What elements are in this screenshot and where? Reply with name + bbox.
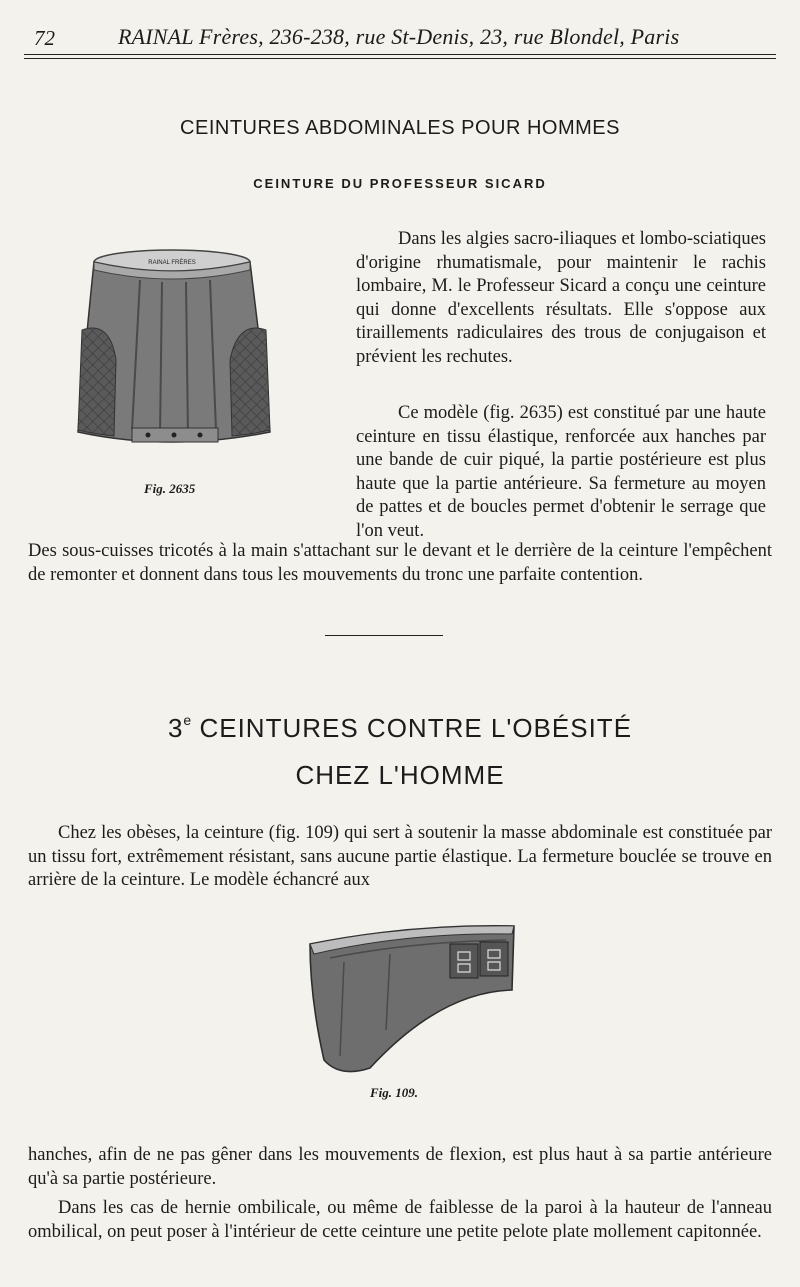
section-title: CEINTURES ABDOMINALES POUR HOMMES (180, 117, 620, 139)
section-subtitle: CEINTURE DU PROFESSEUR SICARD (253, 176, 547, 191)
obesity-title-line-1: CEINTURES CONTRE L'OBÉSITÉ (199, 713, 633, 743)
figure-2635-caption: Fig. 2635 (144, 481, 196, 496)
header-rule (24, 54, 776, 55)
obesity-section-title (0, 712, 800, 744)
section-number: 3 (167, 713, 184, 743)
figure-109-belt (300, 918, 530, 1078)
sicard-paragraph-3: Des sous-cuisses tricotés à la main s'attachant sur le devant et le derrière de la ceinture l'empêchent de remonter et donnent dans tous les mouvements du tronc une parfaite contention. (28, 541, 772, 585)
figure-2635-belt (70, 240, 280, 460)
section-divider (325, 635, 443, 636)
obesity-paragraph-1: Chez les obèses, la ceinture (fig. 109) qui sert à soutenir la masse abdominale est constituée par un tissu fort, extrêmement résistant, sans aucune partie élastique. La fermeture bouclée se trouve en arrière de la ceinture. Le modèle échancré aux (28, 823, 772, 890)
header-rule-secondary (24, 58, 776, 59)
running-head: RAINAL Frères, 236-238, rue St-Denis, 23, rue Blondel, Paris (118, 24, 680, 49)
page-header (0, 22, 800, 62)
sicard-paragraph-2: Ce modèle (fig. 2635) est constitué par une haute ceinture en tissu élastique, renforcée aux hanches par une bande de cuir piqué, la partie postérieure est plus haute que la partie antérieure. Sa fermeture au moyen de pattes et de boucles permet d'obtenir le serrage que l'on veut. (356, 403, 766, 541)
page-number: 72 (34, 26, 55, 50)
belt-label: RAINAL FRÈRES (148, 260, 196, 266)
obesity-title-line-2: CHEZ L'HOMME (295, 760, 505, 790)
sicard-paragraph-1: Dans les algies sacro-iliaques et lombo-sciatiques d'origine rhumatismale, pour maintenir le rachis lombaire, M. le Professeur Sicard a conçu une ceinture qui donne d'excellents résultats. Elle s'oppose aux tiraillements radiculaires des trous de conjugaison et prévient les rechutes. (356, 229, 766, 367)
obesity-paragraph-2: hanches, afin de ne pas gêner dans les mouvements de flexion, est plus haut à sa partie antérieure qu'à sa partie postérieure. (28, 1145, 772, 1189)
section-number-suffix: e (183, 712, 192, 728)
obesity-paragraph-3: Dans les cas de hernie ombilicale, ou même de faiblesse de la paroi à la hauteur de l'anneau ombilical, on peut poser à l'intérieur de cette ceinture une petite pelote plate mollement capitonnée. (28, 1198, 772, 1242)
figure-109-caption: Fig. 109. (370, 1085, 419, 1100)
